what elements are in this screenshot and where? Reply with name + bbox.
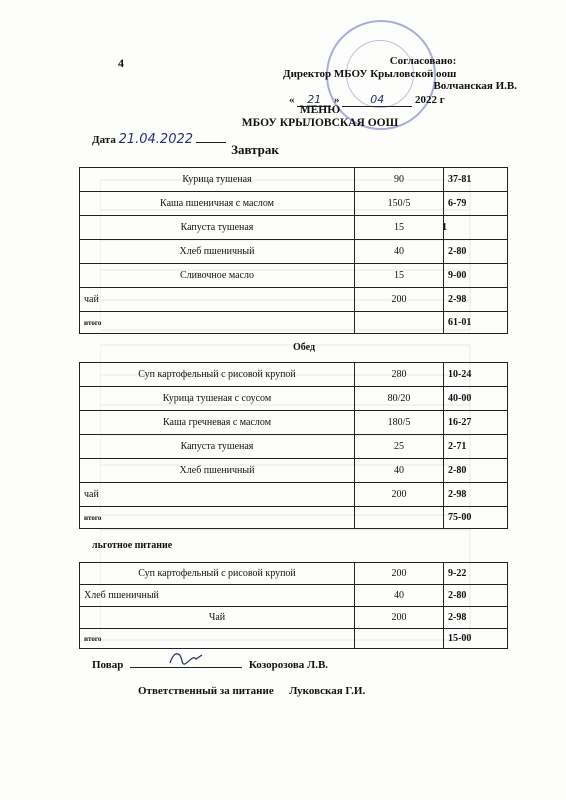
menu-row	[80, 585, 508, 607]
amount-text: 280	[391, 369, 407, 380]
approval-position: Директор МБОУ Крыловской оош	[283, 68, 457, 80]
price	[444, 216, 508, 240]
dish-name: Суп картофельный с рисовой крупой	[80, 563, 355, 585]
price: 2-98	[444, 483, 508, 507]
handwritten-day: 21	[307, 93, 322, 106]
cook-signature-line	[92, 657, 328, 671]
total-empty-cell	[355, 507, 444, 529]
total-empty-cell	[355, 629, 444, 649]
benefit-heading: льготное питание	[92, 540, 173, 551]
responsible-label: Ответственный за питание	[138, 685, 274, 697]
cook-label: Повар	[92, 659, 124, 671]
portion-amount	[355, 387, 444, 411]
dish-name: Каша гречневая с маслом	[80, 411, 355, 435]
menu-row	[80, 168, 508, 192]
dish-name: Капуста тушеная	[80, 435, 355, 459]
responsible-name: Луковская Г.И.	[289, 685, 366, 697]
menu-row	[80, 411, 508, 435]
total-row	[80, 312, 508, 334]
menu-row	[80, 216, 508, 240]
price: 2-80	[444, 459, 508, 483]
price: 9-22	[444, 563, 508, 585]
menu-row	[80, 363, 508, 387]
date-quote-close: »	[334, 94, 340, 106]
cook-name: Козорозова Л.В.	[248, 659, 329, 671]
date-quote-open: «	[289, 94, 295, 106]
responsible-signature-line	[138, 685, 365, 697]
amount-text: 15	[394, 222, 404, 233]
menu-row	[80, 459, 508, 483]
breakfast-table	[79, 167, 508, 334]
amount-text: 200	[391, 612, 407, 623]
price: 6-79	[444, 192, 508, 216]
dish-name: Капуста тушеная	[80, 216, 355, 240]
amount-text: 40	[394, 465, 404, 476]
amount-text: 15	[394, 270, 404, 281]
total-value: 15-00	[444, 629, 508, 649]
dish-name: Суп картофельный с рисовой крупой	[80, 363, 355, 387]
total-label: итого	[80, 312, 355, 334]
price: 10-24	[444, 363, 508, 387]
portion-amount	[355, 435, 444, 459]
menu-date	[92, 132, 226, 147]
amount-text: 200	[391, 568, 407, 579]
portion-amount	[355, 563, 444, 585]
price: 9-00	[444, 264, 508, 288]
portion-amount	[355, 192, 444, 216]
dish-name: Хлеб пшеничный	[80, 585, 355, 607]
total-label: итого	[80, 629, 355, 649]
amount-text: 200	[391, 294, 407, 305]
amount-text: 25	[394, 441, 404, 452]
dish-name: Курица тушеная с соусом	[80, 387, 355, 411]
portion-amount	[355, 585, 444, 607]
dish-name: Чай	[80, 607, 355, 629]
handwritten-month: 04	[370, 93, 385, 106]
portion-amount	[355, 411, 444, 435]
portion-amount	[355, 264, 444, 288]
price: 2-71	[444, 435, 508, 459]
benefit-table	[79, 562, 508, 649]
amount-text: 80/20	[387, 393, 411, 404]
price: 2-98	[444, 288, 508, 312]
page-number: 4	[118, 56, 124, 70]
total-empty-cell	[355, 312, 444, 334]
amount-text: 180/5	[387, 417, 411, 428]
amount-text: 200	[391, 489, 407, 500]
title-line-1: МЕНЮ	[299, 104, 341, 116]
total-row	[80, 629, 508, 649]
menu-row	[80, 435, 508, 459]
portion-amount	[355, 363, 444, 387]
portion-amount	[355, 607, 444, 629]
portion-amount	[355, 240, 444, 264]
portion-amount	[355, 459, 444, 483]
menu-row	[80, 240, 508, 264]
signature-scribble	[130, 657, 242, 668]
approval-year: 2022 г	[415, 94, 445, 106]
menu-row	[80, 192, 508, 216]
total-label: итого	[80, 507, 355, 529]
price: 40-00	[444, 387, 508, 411]
handwritten-date: 21.04.2022	[118, 132, 194, 147]
portion-amount	[355, 216, 447, 240]
stray-mark: 1	[442, 222, 447, 233]
approval-heading: Согласовано:	[389, 55, 457, 67]
dish-name: Хлеб пшеничный	[80, 459, 355, 483]
lunch-heading: Обед	[292, 342, 315, 353]
dish-name: чай	[80, 483, 355, 507]
lunch-table	[79, 362, 508, 529]
menu-row	[80, 607, 508, 629]
date-label: Дата	[92, 134, 116, 146]
price: 16-27	[444, 411, 508, 435]
total-value: 61-01	[444, 312, 508, 334]
title-line-2: МБОУ КРЫЛОВСКАЯ ООШ	[241, 117, 399, 129]
price: 2-80	[444, 585, 508, 607]
portion-amount	[355, 168, 444, 192]
total-row	[80, 507, 508, 529]
price: 2-98	[444, 607, 508, 629]
portion-amount	[355, 288, 444, 312]
menu-row	[80, 288, 508, 312]
dish-name: Каша пшеничная с маслом	[80, 192, 355, 216]
price: 2-80	[444, 240, 508, 264]
menu-row	[80, 483, 508, 507]
amount-text: 40	[394, 246, 404, 257]
amount-text: 40	[394, 590, 404, 601]
menu-title	[200, 104, 440, 130]
amount-text: 150/5	[387, 198, 411, 209]
director-name: Волчанская И.В.	[433, 80, 517, 92]
menu-row	[80, 264, 508, 288]
approval-block	[283, 55, 523, 107]
dish-name: Сливочное масло	[80, 264, 355, 288]
menu-row	[80, 387, 508, 411]
menu-row	[80, 563, 508, 585]
dish-name: Курица тушеная	[80, 168, 355, 192]
dish-name: Хлеб пшеничный	[80, 240, 355, 264]
price: 37-81	[444, 168, 508, 192]
amount-text: 90	[394, 174, 404, 185]
dish-name: чай	[80, 288, 355, 312]
breakfast-heading: Завтрак	[231, 142, 279, 157]
portion-amount	[355, 483, 444, 507]
total-value: 75-00	[444, 507, 508, 529]
